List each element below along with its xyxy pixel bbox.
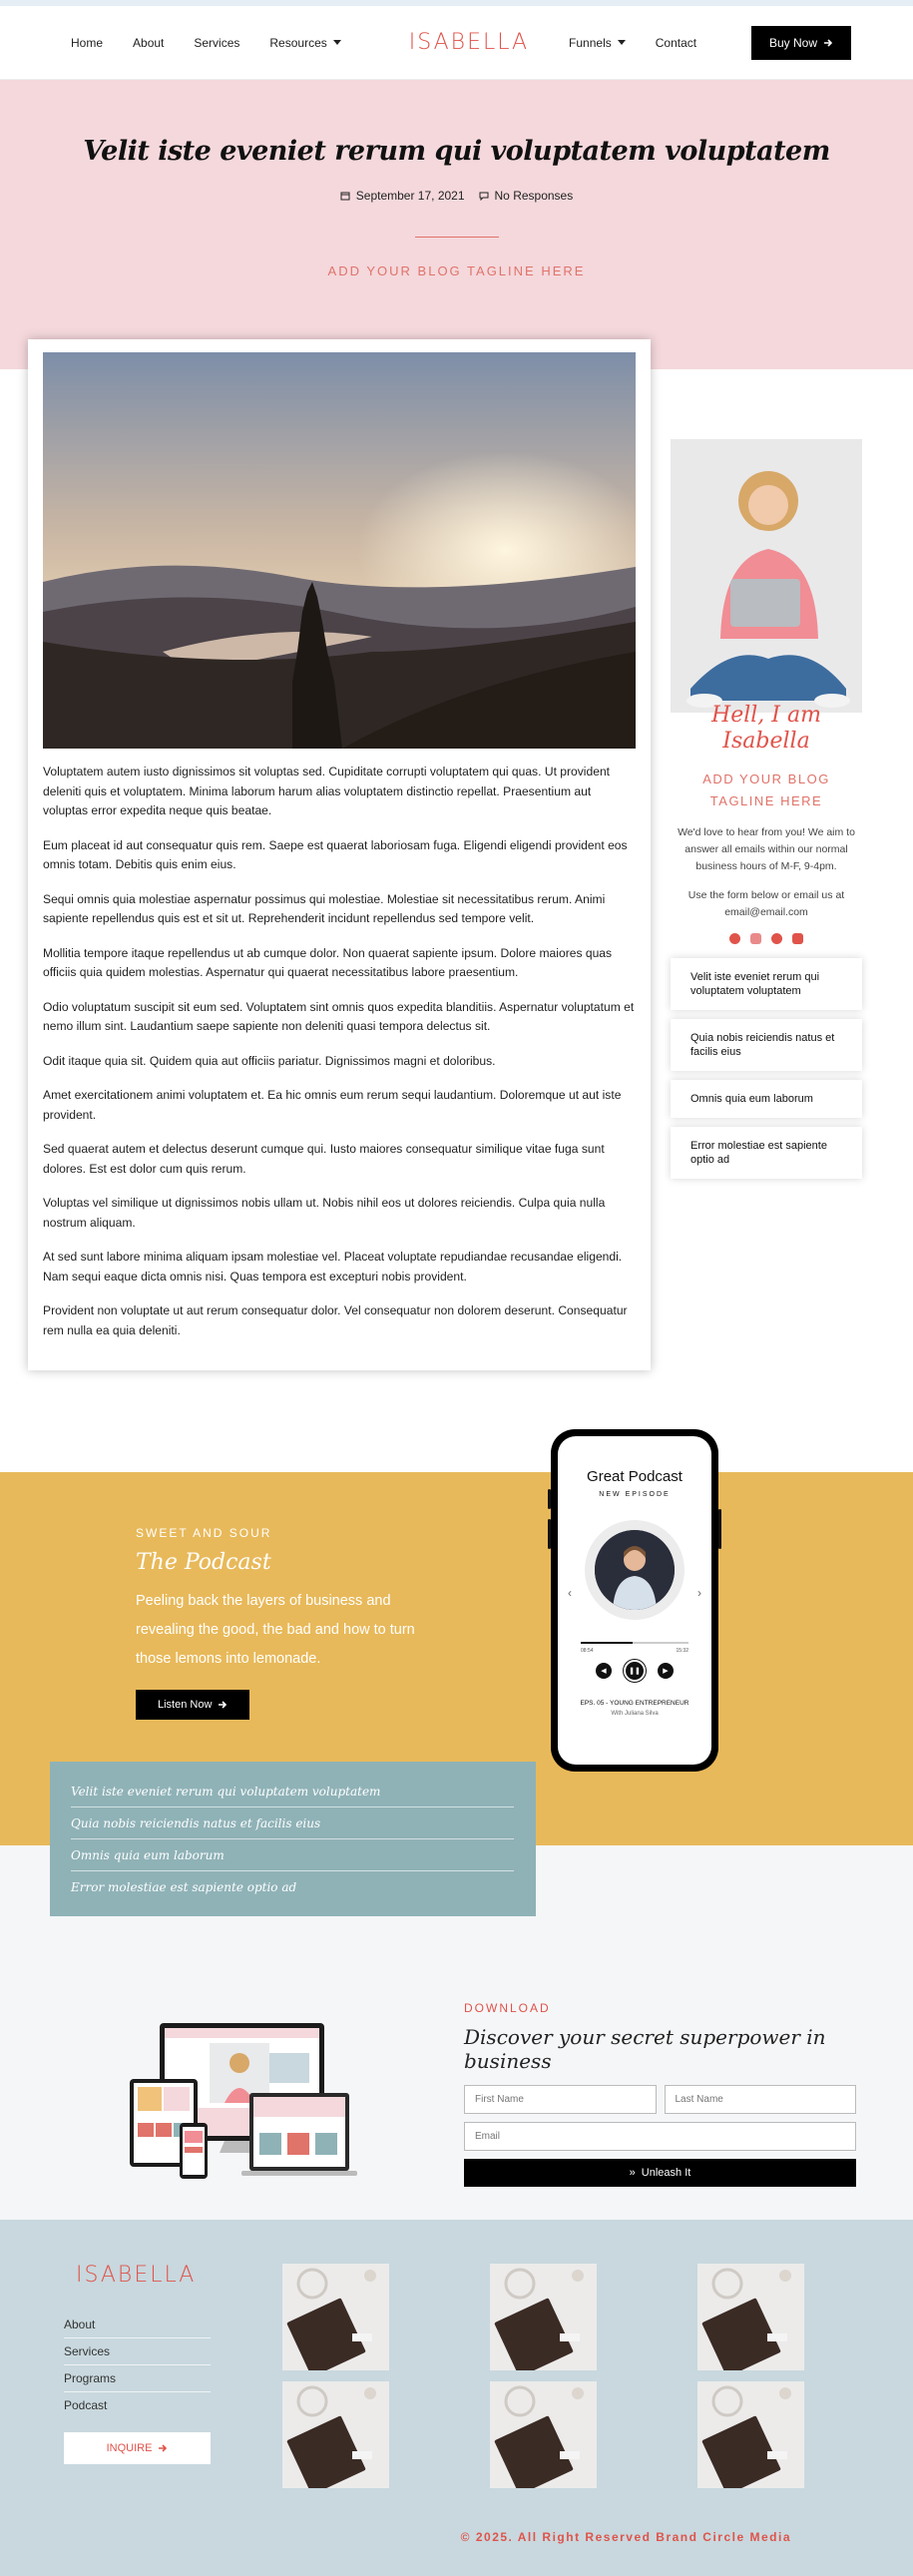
listen-now-label: Listen Now (158, 1699, 213, 1711)
footer-link-podcast[interactable]: Podcast (64, 2398, 108, 2412)
chevron-down-icon (333, 40, 341, 45)
email-row (464, 2122, 856, 2151)
phone-mockup (551, 1429, 718, 1772)
copyright-text: © 2025. All Right Reserved Brand Circle Media (460, 2530, 791, 2544)
post-date (340, 189, 465, 203)
nav-contact-label: Contact (655, 35, 697, 50)
instagram-thumbnail[interactable] (282, 2264, 389, 2370)
unleash-it-label: Unleash It (641, 2167, 691, 2179)
arrow-right-icon (158, 2443, 168, 2453)
name-row (464, 2085, 856, 2114)
social-links (671, 933, 862, 944)
download-kicker: DOWNLOAD (464, 2001, 551, 2015)
nav-right (569, 36, 726, 50)
article-paragraph: Odit itaque quia sit. Quidem quia aut officiis pariatur. Dignissimos magni et doloribus. (43, 1053, 496, 1068)
episode-host: With Juliana Silva (611, 1711, 659, 1717)
recent-post-card[interactable]: Velit iste eveniet rerum qui voluptatem voluptatem (671, 958, 862, 1010)
footer-link-programs[interactable]: Programs (64, 2365, 211, 2392)
previous-icon[interactable]: ◀ (596, 1663, 612, 1679)
post-hero (0, 80, 913, 369)
author-portrait (671, 439, 862, 713)
nav-funnels[interactable] (569, 36, 626, 50)
host-photo (595, 1530, 675, 1610)
chevron-left-icon[interactable]: ‹ (568, 1586, 572, 1600)
playback-progress[interactable] (581, 1642, 688, 1644)
site-logo[interactable]: ISABELLA (408, 30, 530, 55)
nav-left (71, 36, 371, 50)
twitter-icon[interactable] (771, 933, 782, 944)
unleash-it-button[interactable] (464, 2159, 856, 2187)
instagram-grid (282, 2264, 804, 2488)
instagram-thumbnail[interactable] (490, 2264, 597, 2370)
phone-side-button (548, 1519, 551, 1549)
episode-link[interactable]: Velit iste eveniet rerum qui voluptatem voluptatem (71, 1776, 514, 1807)
inquire-label: INQUIRE (106, 2442, 153, 2454)
phone-subtitle: NEW EPISODE (599, 1491, 671, 1498)
article-paragraph: At sed sunt labore minima aliquam ipsam molestiae vel. Placeat voluptate repudiandae recusandae eligendi. Nam sequi eaque dicta omnis nisi. Quas tempora est excepturi nobis provident. (43, 1250, 623, 1284)
chevron-down-icon (618, 40, 626, 45)
footer-logo[interactable]: ISABELLA (76, 2263, 197, 2288)
recent-posts (671, 958, 862, 1179)
podcast-intro (136, 1526, 415, 1720)
blog-tagline: ADD YOUR BLOG TAGLINE HERE (327, 263, 586, 278)
time-elapsed: 08:54 (581, 1648, 594, 1654)
post-date-text: September 17, 2021 (355, 189, 465, 203)
facebook-icon[interactable] (729, 933, 740, 944)
episode-label: EPS. 05 - YOUNG ENTREPRENEUR (580, 1700, 689, 1707)
playback-times (581, 1648, 688, 1654)
nav-home[interactable] (71, 36, 103, 50)
footer-link-about[interactable]: About (64, 2312, 211, 2338)
devices-mockup (130, 2023, 384, 2193)
nav-funnels-label: Funnels (569, 35, 612, 50)
last-name-field[interactable] (665, 2085, 857, 2114)
episode-list (50, 1762, 536, 1916)
phone-screen (558, 1436, 711, 1765)
instagram-thumbnail[interactable] (697, 2264, 804, 2370)
podcast-title: The Podcast (136, 1550, 271, 1575)
hero-divider (415, 237, 499, 238)
instagram-icon[interactable] (750, 933, 761, 944)
nav-about-label: About (133, 35, 165, 50)
playback-controls (558, 1660, 711, 1682)
podcast-kicker: SWEET AND SOUR (136, 1526, 272, 1540)
podcast-description: Peeling back the layers of business and revealing the good, the bad and how to turn those lemons into lemonade. (136, 1593, 415, 1667)
next-icon[interactable]: ▶ (658, 1663, 674, 1679)
article-paragraph: Voluptatem autem iusto dignissimos sit voluptas sed. Cupiditate corrupti voluptatem qui quas. Ut provident deleniti quis et voluptatem. Minima laborum harum alias voluptatem distinctio repellat. Praesentium aut voluptas error expedita neque quis beatae. (43, 765, 611, 817)
sidebar-tagline: ADD YOUR BLOG TAGLINE HERE (702, 772, 830, 808)
article-paragraph: Mollitia tempore itaque repellendus ut ab cumque dolor. Non quaerat sapiente ipsum. Dolore maiores quas officiis quia quidem molestias. Aspernatur qui quaerat necessitatibus labore praesentium. (43, 945, 613, 979)
calendar-icon (340, 191, 350, 201)
recent-post-card[interactable]: Error molestiae est sapiente optio ad (671, 1127, 862, 1179)
featured-image (43, 352, 636, 749)
phone-side-button (548, 1489, 551, 1509)
arrow-right-icon (823, 38, 833, 48)
article-paragraph: Odio voluptatum suscipit sit eum sed. Voluptatem sint omnis quos expedita blanditiis. Aspernatur voluptatum et nemo illum sint. Laudantium saepe sapiente non deleniti quasi tempora delectus sit. (43, 999, 635, 1033)
youtube-icon[interactable] (792, 933, 803, 944)
listen-now-button[interactable] (136, 1690, 249, 1720)
download-title: Discover your secret superpower in business (464, 2025, 826, 2073)
episode-cover-art (595, 1530, 675, 1610)
nav-services[interactable] (194, 36, 239, 50)
post-comments-text: No Responses (494, 189, 574, 203)
post-comments[interactable] (479, 189, 574, 203)
site-footer (0, 2220, 913, 2576)
time-total: 15:32 (676, 1648, 688, 1654)
phone-side-button (718, 1509, 721, 1549)
phone-title: Great Podcast (587, 1468, 683, 1485)
article-paragraph: Eum placeat id aut consequatur quis rem. Saepe est quaerat laboriosam fuga. Eligendi eligendi provident eos omnis totam. Debitis quis enim eius. (43, 837, 628, 871)
comment-icon (479, 191, 489, 201)
episode-link[interactable]: Error molestiae est sapiente optio ad (71, 1880, 297, 1894)
download-form (464, 2001, 856, 2187)
nav-about[interactable] (133, 36, 164, 50)
recent-post-card[interactable]: Quia nobis reiciendis natus et facilis eius (671, 1019, 862, 1071)
episode-link[interactable]: Omnis quia eum laborum (71, 1839, 514, 1871)
nav-resources[interactable] (269, 36, 340, 50)
arrow-right-icon (218, 1700, 228, 1710)
episode-link[interactable]: Quia nobis reiciendis natus et facilis eius (71, 1807, 514, 1839)
article-paragraph: Voluptas vel similique ut dignissimos nobis ullam ut. Nobis nihil eos ut dolores reiciendis. Culpa quia nulla nostrum aliquam. (43, 1196, 606, 1230)
pause-icon[interactable]: ❚❚ (624, 1660, 646, 1682)
site-header (0, 6, 913, 80)
episode-cover (585, 1520, 685, 1620)
instagram-thumbnail[interactable] (282, 2381, 389, 2488)
buy-now-label: Buy Now (768, 35, 817, 50)
nav-services-label: Services (194, 35, 240, 50)
article-paragraph: Sed quaerat autem et delectus deserunt cumque qui. Iusto maiores consequatur similique vitae fuga sunt dolores. Est est dolor cum quis rerum. (43, 1142, 605, 1176)
sidebar (671, 439, 862, 1188)
footer-links (64, 2312, 211, 2418)
post-article (28, 339, 651, 1370)
article-paragraph: Provident non voluptate ut aut rerum consequatur dolor. Vel consequatur non dolorem deserunt. Consequatur rem nulla ea quia deleniti. (43, 1303, 628, 1337)
instagram-thumbnail[interactable] (490, 2381, 597, 2488)
chevron-right-icon[interactable]: › (697, 1586, 701, 1600)
episodes-download-section (0, 1785, 913, 2220)
article-paragraph: Amet exercitationem animi voluptatem et. Ea hic omnis eum rerum sequi laudantium. Doloremque ut aut iste provident. (43, 1088, 622, 1122)
recent-post-card[interactable]: Omnis quia eum laborum (671, 1080, 862, 1118)
nav-resources-label: Resources (269, 35, 327, 50)
sidebar-hello: Hell, I am Isabella (711, 703, 821, 754)
double-chevron-right-icon: » (629, 2167, 636, 2179)
sidebar-intro: We'd love to hear from you! We aim to answer all emails within our normal business hours of M-F, 9-4pm. (678, 826, 855, 872)
email-field[interactable] (464, 2122, 856, 2151)
post-meta (0, 189, 913, 203)
footer-link-services[interactable]: Services (64, 2338, 211, 2365)
first-name-field[interactable] (464, 2085, 657, 2114)
main-content (0, 369, 913, 1472)
article-paragraph: Sequi omnis quia molestiae aspernatur possimus qui molestiae. Molestiae sit necessitatibus rerum. Animi sapiente repellendus quis est et sit ut. Reprehenderit incidunt repellendus sed tempore velit. (43, 891, 606, 925)
inquire-button[interactable] (64, 2432, 211, 2464)
instagram-thumbnail[interactable] (697, 2381, 804, 2488)
nav-contact[interactable] (656, 36, 696, 50)
buy-now-button[interactable] (751, 26, 851, 60)
post-title: Velit iste eveniet rerum qui voluptatem voluptatem (83, 136, 830, 167)
sidebar-contact: Use the form below or email us at email@email.com (687, 889, 845, 918)
nav-home-label: Home (71, 35, 104, 50)
